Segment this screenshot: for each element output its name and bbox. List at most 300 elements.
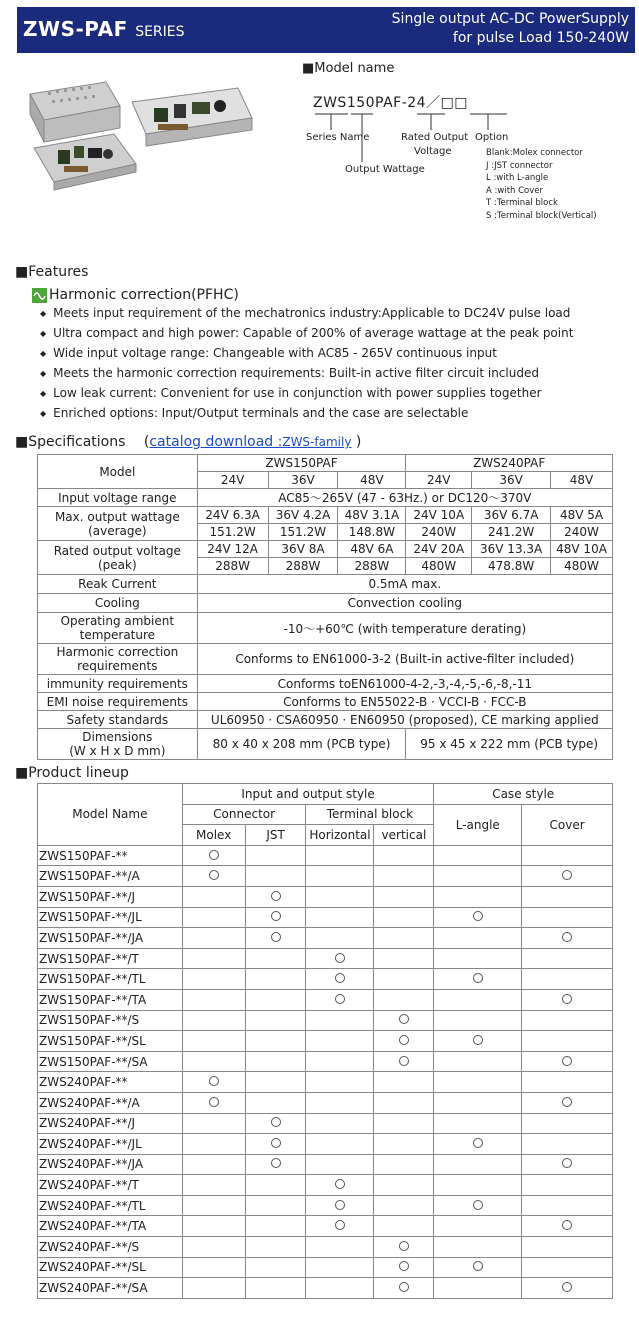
option-item: T :Terminal block [486, 198, 558, 208]
catalog-download-text: catalog download : [149, 434, 283, 450]
available-circle-icon [271, 911, 281, 921]
lineup-cell [522, 1154, 613, 1175]
lineup-cell [182, 1278, 245, 1299]
lineup-cell [306, 1031, 374, 1052]
voltage-cell: 48V [551, 472, 613, 489]
table-row [38, 1216, 613, 1237]
model-name-cell: ZWS240PAF-**/T [38, 1175, 183, 1196]
available-circle-icon [271, 1117, 281, 1127]
model-name-cell: ZWS240PAF-**/S [38, 1237, 183, 1258]
table-row [38, 1134, 613, 1155]
model-name-title: ■Model name [302, 61, 395, 76]
rated-label-2: (peak) [97, 557, 137, 572]
table-row [38, 1092, 613, 1113]
lineup-cell [522, 1278, 613, 1299]
spec-cell: 288W [338, 558, 406, 575]
jst-header: JST [245, 825, 306, 846]
table-row [38, 907, 613, 928]
lineup-cell [434, 948, 522, 969]
features-list [40, 304, 573, 424]
lineup-cell [245, 1216, 306, 1237]
lineup-cell [374, 928, 434, 949]
io-style-header: Input and output style [182, 784, 434, 805]
lineup-cell [306, 1113, 374, 1134]
available-circle-icon [399, 1014, 409, 1024]
group-header-150: ZWS150PAF [197, 455, 406, 472]
lineup-cell [522, 948, 613, 969]
wave-icon [32, 288, 47, 303]
lineup-cell [306, 969, 374, 990]
table-row [38, 928, 613, 949]
lineup-cell [374, 1072, 434, 1093]
lineup-cell [182, 1113, 245, 1134]
case-style-header: Case style [434, 784, 613, 805]
lineup-cell [245, 969, 306, 990]
lineup-cell [245, 1278, 306, 1299]
lineup-cell [306, 1237, 374, 1258]
harmonic-label-1: Harmonic correction [56, 645, 179, 659]
available-circle-icon [473, 1261, 483, 1271]
available-circle-icon [562, 994, 572, 1004]
model-name-header: Model Name [38, 784, 183, 846]
available-circle-icon [335, 973, 345, 983]
lineup-cell [306, 907, 374, 928]
lineup-cell [182, 989, 245, 1010]
max-output-label [38, 507, 198, 541]
lineup-cell [434, 1134, 522, 1155]
model-name-cell: ZWS240PAF-** [38, 1072, 183, 1093]
lineup-cell [374, 1031, 434, 1052]
available-circle-icon [473, 911, 483, 921]
lineup-cell [182, 948, 245, 969]
spec-cell: 288W [268, 558, 338, 575]
spec-cell: 478.8W [472, 558, 551, 575]
header-line2: for pulse Load 150-240W [452, 30, 629, 46]
spec-cell: 24V 20A [406, 541, 472, 558]
lineup-cell [374, 1216, 434, 1237]
available-circle-icon [562, 1158, 572, 1168]
lineup-cell [374, 866, 434, 887]
option-label: Option [475, 132, 509, 143]
lineup-cell [306, 866, 374, 887]
output-wattage-label: Output Wattage [345, 164, 425, 175]
lineup-cell [522, 886, 613, 907]
available-circle-icon [562, 1056, 572, 1066]
lineup-cell [182, 907, 245, 928]
input-voltage-value: AC85～265V (47 - 63Hz.) or DC120～370V [197, 489, 612, 507]
lineup-cell [522, 1051, 613, 1072]
available-circle-icon [399, 1056, 409, 1066]
connector-header: Connector [182, 804, 306, 825]
available-circle-icon [399, 1261, 409, 1271]
lineup-cell [182, 1237, 245, 1258]
max-output-label-2: (average) [88, 523, 147, 538]
lineup-cell [245, 1031, 306, 1052]
table-row [38, 1010, 613, 1031]
available-circle-icon [209, 1097, 219, 1107]
spec-cell: 36V 6.7A [472, 507, 551, 524]
lineup-cell [374, 989, 434, 1010]
immunity-value: Conforms toEN61000-4-2,-3,-4,-5,-6,-8,-11 [197, 675, 612, 693]
lineup-cell [306, 1134, 374, 1155]
lineup-cell [306, 845, 374, 866]
rated-output-label: Rated Output [401, 132, 469, 143]
lineup-cell [245, 1154, 306, 1175]
lineup-body [38, 845, 613, 1298]
page-header [17, 7, 635, 53]
spec-cell: 36V 8A [268, 541, 338, 558]
spec-cell: 48V 6A [338, 541, 406, 558]
l-angle-header: L-angle [434, 804, 522, 845]
lineup-cell [434, 1154, 522, 1175]
lineup-cell [182, 1031, 245, 1052]
voltage-cell: 24V [197, 472, 268, 489]
lineup-cell [306, 928, 374, 949]
model-name-cell: ZWS150PAF-**/SL [38, 1031, 183, 1052]
ambient-temp-value: -10～+60℃ (with temperature derating) [197, 613, 612, 644]
lineup-cell [306, 1257, 374, 1278]
voltage-cell: 36V [472, 472, 551, 489]
spec-cell: 148.8W [338, 524, 406, 541]
rated-label-1: Rated output voltage [53, 543, 181, 558]
lineup-cell [182, 1134, 245, 1155]
lineup-cell [374, 845, 434, 866]
lineup-cell [434, 989, 522, 1010]
lineup-cell [434, 886, 522, 907]
model-name-cell: ZWS150PAF-**/A [38, 866, 183, 887]
lineup-cell [434, 1072, 522, 1093]
lineup-cell [182, 1195, 245, 1216]
cover-header: Cover [522, 804, 613, 845]
lineup-cell [374, 1278, 434, 1299]
max-output-label-1: Max. output wattage [54, 509, 180, 524]
available-circle-icon [335, 953, 345, 963]
feature-item: ◆ Meets the harmonic correction requirements: Built-in active filter circuit included [40, 364, 573, 384]
table-row [38, 1175, 613, 1196]
feature-item: ◆ Enriched options: Input/Output terminals and the case are selectable [40, 404, 573, 424]
lineup-cell [245, 1134, 306, 1155]
lineup-cell [182, 969, 245, 990]
lineup-cell [245, 1092, 306, 1113]
table-row [38, 886, 613, 907]
spec-cell: 48V 5A [551, 507, 613, 524]
table-row [38, 1113, 613, 1134]
specifications-table [37, 454, 613, 760]
lineup-cell [434, 1278, 522, 1299]
dimensions-label [38, 729, 198, 760]
model-code: ZWS150PAF-24／□□ [313, 95, 469, 111]
table-row [38, 845, 613, 866]
features-subtitle [32, 287, 239, 303]
power-supply-cover-image [30, 82, 120, 142]
model-name-cell: ZWS240PAF-**/JL [38, 1134, 183, 1155]
model-name-cell: ZWS240PAF-**/J [38, 1113, 183, 1134]
series-name-label: Series Name [306, 132, 370, 143]
lineup-cell [245, 1010, 306, 1031]
model-name-cell: ZWS240PAF-**/SL [38, 1257, 183, 1278]
model-name-cell: ZWS150PAF-**/T [38, 948, 183, 969]
lineup-cell [434, 1195, 522, 1216]
lineup-cell [434, 969, 522, 990]
voltage-cell: 24V [406, 472, 472, 489]
model-name-cell: ZWS240PAF-**/JA [38, 1154, 183, 1175]
lineup-cell [245, 1113, 306, 1134]
terminal-block-header: Terminal block [306, 804, 434, 825]
available-circle-icon [399, 1035, 409, 1045]
zws-family-text: ZWS-family [282, 435, 352, 449]
paren-open: ( [143, 434, 150, 450]
lineup-cell [245, 1195, 306, 1216]
table-row [38, 1195, 613, 1216]
lineup-cell [374, 1154, 434, 1175]
lineup-cell [522, 1072, 613, 1093]
option-item: A :with Cover [486, 185, 544, 196]
lineup-cell [434, 1113, 522, 1134]
lineup-cell [306, 1010, 374, 1031]
vertical-header: vertical [374, 825, 434, 846]
safety-value: UL60950 · CSA60950 · EN60950 (proposed), CE marking applied [197, 711, 612, 729]
immunity-label: immunity requirements [38, 675, 198, 693]
spec-cell: 36V 4.2A [268, 507, 338, 524]
product-lineup-title: ■Product lineup [15, 765, 129, 781]
lineup-cell [522, 1175, 613, 1196]
available-circle-icon [209, 850, 219, 860]
lineup-cell [245, 1051, 306, 1072]
lineup-cell [522, 969, 613, 990]
catalog-download-link[interactable] [149, 434, 351, 450]
spec-cell: 24V 6.3A [197, 507, 268, 524]
dimensions-value-150: 80 x 40 x 208 mm (PCB type) [197, 729, 406, 760]
available-circle-icon [209, 870, 219, 880]
lineup-cell [522, 1216, 613, 1237]
model-header: Model [38, 455, 198, 489]
lineup-cell [374, 1092, 434, 1113]
lineup-cell [306, 1072, 374, 1093]
available-circle-icon [473, 1200, 483, 1210]
lineup-cell [522, 1092, 613, 1113]
table-row [38, 989, 613, 1010]
model-name-cell: ZWS150PAF-**/S [38, 1010, 183, 1031]
model-name-cell: ZWS150PAF-** [38, 845, 183, 866]
spec-cell: 240W [551, 524, 613, 541]
model-name-cell: ZWS150PAF-**/TA [38, 989, 183, 1010]
option-item: Blank:Molex connector [486, 148, 583, 158]
feature-item: ◆ Wide input voltage range: Changeable with AC85 - 265V continuous input [40, 344, 573, 364]
rated-voltage-label: Voltage [414, 146, 452, 157]
lineup-cell [182, 1072, 245, 1093]
model-name-cell: ZWS240PAF-**/TL [38, 1195, 183, 1216]
feature-item: ◆ Ultra compact and high power: Capable of 200% of average wattage at the peak point [40, 324, 573, 344]
product-lineup-table [37, 783, 613, 1299]
lineup-cell [245, 1175, 306, 1196]
lineup-cell [374, 1113, 434, 1134]
lineup-cell [306, 1175, 374, 1196]
lineup-cell [434, 1237, 522, 1258]
lineup-cell [182, 928, 245, 949]
harmonic-value: Conforms to EN61000-3-2 (Built-in active-filter included) [197, 644, 612, 675]
model-name-cell: ZWS150PAF-**/TL [38, 969, 183, 990]
header-description [392, 10, 629, 48]
lineup-cell [306, 1051, 374, 1072]
lineup-cell [245, 928, 306, 949]
available-circle-icon [562, 1097, 572, 1107]
spec-cell: 48V 3.1A [338, 507, 406, 524]
available-circle-icon [562, 1220, 572, 1230]
lineup-cell [245, 886, 306, 907]
lineup-cell [434, 1216, 522, 1237]
lineup-cell [434, 845, 522, 866]
lineup-cell [522, 1195, 613, 1216]
lineup-cell [374, 1051, 434, 1072]
lineup-cell [522, 907, 613, 928]
lineup-cell [522, 1031, 613, 1052]
dimensions-value-240: 95 x 45 x 222 mm (PCB type) [406, 729, 613, 760]
dim-label-1: Dimensions [82, 730, 153, 744]
lineup-cell [182, 1216, 245, 1237]
spec-cell: 151.2W [197, 524, 268, 541]
product-photo [24, 78, 256, 200]
table-row [38, 1278, 613, 1299]
available-circle-icon [335, 1200, 345, 1210]
ambient-label-1: Operating ambient [60, 614, 175, 628]
lineup-cell [182, 866, 245, 887]
spec-cell: 151.2W [268, 524, 338, 541]
lineup-cell [306, 1195, 374, 1216]
lineup-cell [374, 907, 434, 928]
lineup-cell [245, 989, 306, 1010]
molex-header: Molex [182, 825, 245, 846]
header-line1: Single output AC-DC PowerSupply [391, 11, 629, 27]
spec-cell: 480W [406, 558, 472, 575]
lineup-cell [434, 928, 522, 949]
lineup-cell [374, 1237, 434, 1258]
feature-item: ◆ Low leak current: Convenient for use in conjunction with power supplies together [40, 384, 573, 404]
lineup-cell [522, 928, 613, 949]
lineup-cell [374, 1257, 434, 1278]
available-circle-icon [271, 1158, 281, 1168]
lineup-cell [434, 907, 522, 928]
series-suffix: SERIES [135, 24, 185, 40]
model-name-cell: ZWS240PAF-**/A [38, 1092, 183, 1113]
table-row [38, 948, 613, 969]
lineup-cell [374, 1010, 434, 1031]
lineup-cell [182, 845, 245, 866]
lineup-cell [306, 886, 374, 907]
power-supply-pcb-image-1 [34, 134, 136, 190]
lineup-cell [522, 1257, 613, 1278]
available-circle-icon [473, 973, 483, 983]
lineup-cell [522, 1010, 613, 1031]
lineup-cell [434, 1031, 522, 1052]
lineup-cell [434, 1175, 522, 1196]
lineup-cell [374, 1175, 434, 1196]
table-row [38, 1257, 613, 1278]
lineup-cell [306, 1216, 374, 1237]
horizontal-header: Horizontal [306, 825, 374, 846]
available-circle-icon [335, 994, 345, 1004]
dim-label-2: (W x H x D mm) [69, 744, 166, 758]
series-name: ZWS-PAF [23, 17, 128, 41]
specifications-title [15, 434, 361, 450]
table-row [38, 1031, 613, 1052]
cooling-label: Cooling [38, 594, 198, 613]
lineup-cell [182, 1051, 245, 1072]
available-circle-icon [209, 1076, 219, 1086]
paren-close: ) [355, 434, 362, 450]
lineup-cell [434, 866, 522, 887]
safety-label: Safety standards [38, 711, 198, 729]
lineup-cell [374, 969, 434, 990]
voltage-cell: 48V [338, 472, 406, 489]
table-row [38, 1154, 613, 1175]
model-name-cell: ZWS150PAF-**/SA [38, 1051, 183, 1072]
lineup-cell [245, 866, 306, 887]
lineup-cell [434, 1010, 522, 1031]
lineup-cell [522, 1237, 613, 1258]
reak-current-label: Reak Current [38, 575, 198, 594]
lineup-cell [374, 1195, 434, 1216]
table-row [38, 969, 613, 990]
lineup-cell [522, 989, 613, 1010]
input-voltage-label: Input voltage range [38, 489, 198, 507]
spec-cell: 240W [406, 524, 472, 541]
available-circle-icon [562, 870, 572, 880]
lineup-cell [306, 989, 374, 1010]
lineup-cell [245, 948, 306, 969]
model-name-cell: ZWS150PAF-**/JA [38, 928, 183, 949]
lineup-cell [522, 1134, 613, 1155]
emi-label: EMI noise requirements [38, 693, 198, 711]
lineup-cell [182, 1257, 245, 1278]
features-title: ■Features [15, 264, 89, 280]
ambient-label-2: temperature [79, 628, 156, 642]
lineup-cell [245, 1237, 306, 1258]
lineup-cell [434, 1092, 522, 1113]
lineup-cell [522, 866, 613, 887]
spec-cell: 288W [197, 558, 268, 575]
table-row [38, 1051, 613, 1072]
spec-cell: 48V 10A [551, 541, 613, 558]
table-row [38, 1072, 613, 1093]
emi-value: Conforms to EN55022-B · VCCI-B · FCC-B [197, 693, 612, 711]
model-name-cell: ZWS240PAF-**/SA [38, 1278, 183, 1299]
group-header-240: ZWS240PAF [406, 455, 613, 472]
reak-current-value: 0.5mA max. [197, 575, 612, 594]
lineup-cell [522, 845, 613, 866]
harmonic-label-2: requirements [77, 659, 158, 673]
lineup-cell [245, 845, 306, 866]
option-item: J :JST connector [486, 160, 553, 171]
available-circle-icon [335, 1179, 345, 1189]
model-name-cell: ZWS150PAF-**/JL [38, 907, 183, 928]
lineup-cell [374, 886, 434, 907]
available-circle-icon [562, 932, 572, 942]
lineup-cell [374, 1134, 434, 1155]
model-name-cell: ZWS240PAF-**/TA [38, 1216, 183, 1237]
cooling-value: Convection cooling [197, 594, 612, 613]
available-circle-icon [271, 932, 281, 942]
lineup-cell [306, 1278, 374, 1299]
spec-cell: 480W [551, 558, 613, 575]
lineup-cell [182, 1092, 245, 1113]
lineup-cell [306, 948, 374, 969]
option-item: S :Terminal block(Vertical) [486, 210, 597, 221]
spec-cell: 24V 10A [406, 507, 472, 524]
spec-cell: 36V 13.3A [472, 541, 551, 558]
harmonic-label [38, 644, 198, 675]
available-circle-icon [271, 891, 281, 901]
specifications-label: ■Specifications [15, 434, 126, 450]
